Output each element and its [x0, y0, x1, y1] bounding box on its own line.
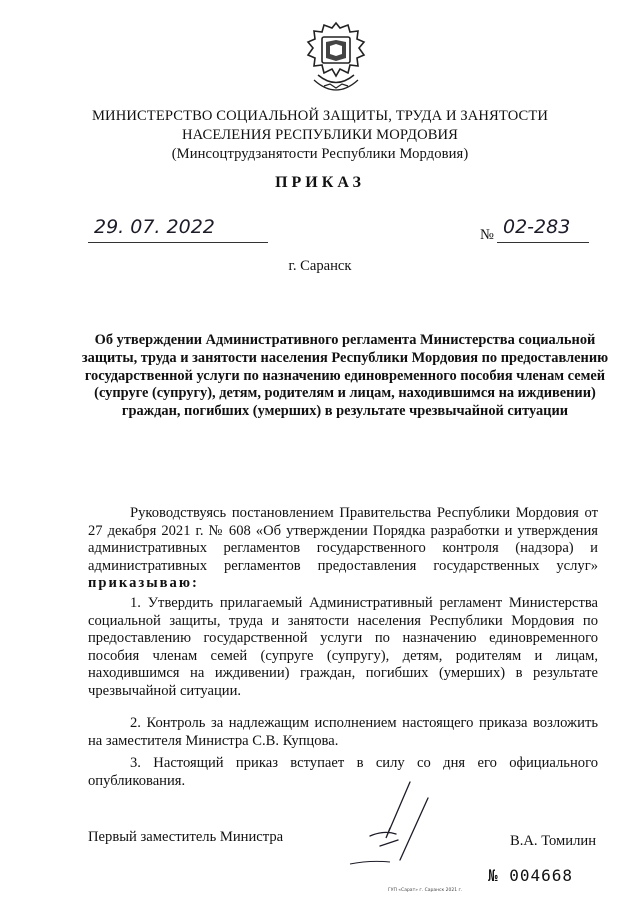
- preamble: [88, 505, 598, 593]
- date-field: [88, 216, 268, 243]
- item-2: 2. Контроль за надлежащим исполнением настоящего приказа возложить на заместителя Министра С.В. Купцова.: [88, 715, 598, 749]
- preamble-text: Руководствуясь постановлением Правительства Республики Мордовия от 27 декабря 2021 г. № 608 «Об утверждении Порядка разработки и утверждения административных регламентов государственного контроля (надзора) и административных регламентов предоставления государственных услуг»: [88, 505, 598, 574]
- number-field: [497, 216, 589, 243]
- ministry-name-line2: НАСЕЛЕНИЯ РЕСПУБЛИКИ МОРДОВИЯ: [181, 127, 459, 143]
- signatory-position: Первый заместитель Министра: [88, 829, 284, 845]
- order-subject: Об утверждении Административного регламента Министерства социальной защиты, труда и занятости населения Республики Мордовия по предоставлению государственной услуги по назначению единовременного пособия членам семей (супруге (супругу), детям, родителям и лицам, находившимся на иждивении) граждан, погибших (умерших) в результате чрезвычайной ситуации: [81, 332, 609, 420]
- item-1: 1. Утвердить прилагаемый Административный регламент Министерства социальной защиты, труда и занятости населения Республики Мордовия по предоставлению государственной услуги по назначению единовременного пособия членам семей (супруге (супругу), детям, родителям и лицам, находившимся на иждивении) граждан, погибших (умерших) в результате чрезвычайной ситуации.: [88, 595, 598, 699]
- date-handwritten: 29. 07. 2022: [94, 216, 215, 238]
- form-serial-number: № 004668: [488, 866, 574, 885]
- handwritten-signature: [340, 778, 450, 868]
- item-3: 3. Настоящий приказ вступает в силу со дня его официального опубликования.: [88, 755, 598, 789]
- signatory-name: В.А. Томилин: [510, 833, 597, 849]
- ministry-name-line1: МИНИСТЕРСТВО СОЦИАЛЬНОЙ ЗАЩИТЫ, ТРУДА И ЗАНЯТОСТИ: [91, 108, 548, 124]
- printer-note: ГУП «Сарат» г. Саранск 2021 г.: [388, 888, 463, 893]
- ministry-short-name: (Минсоцтрудзанятости Республики Мордовия): [171, 146, 469, 162]
- number-handwritten: 02-283: [503, 216, 571, 238]
- document-type: ПРИКАЗ: [275, 174, 365, 191]
- coat-of-arms-icon: [300, 20, 372, 104]
- city: г. Саранск: [288, 258, 352, 274]
- number-label: №: [480, 227, 494, 243]
- command-word: приказываю:: [88, 575, 199, 591]
